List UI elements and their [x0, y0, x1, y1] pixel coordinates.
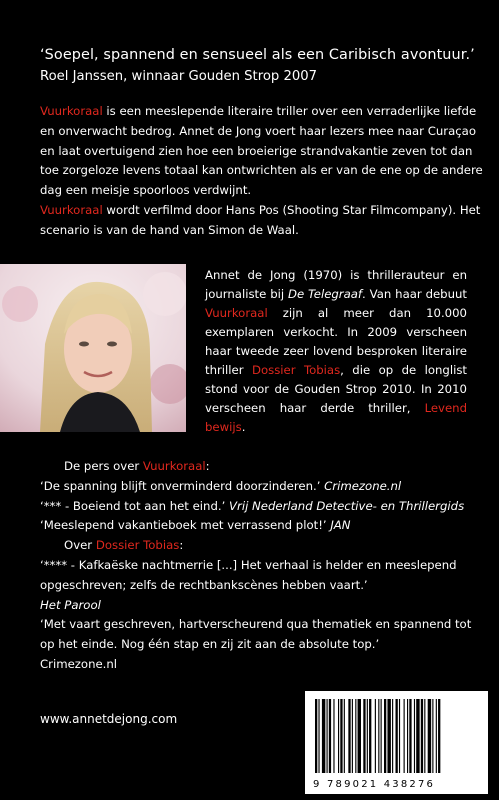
- book-title: Dossier Tobias: [95, 538, 180, 553]
- isbn-barcode: [305, 691, 488, 794]
- book-blurb: [40, 102, 485, 241]
- bio-text: . Van haar debuut: [362, 287, 467, 301]
- author-bio: [205, 266, 467, 437]
- review-text: ‘*** - Boeiend tot aan het eind.’: [40, 498, 230, 513]
- blurb-text-2: wordt verfilmd door Hans Pos (Shooting Star Filmcompany). Het scenario is van de hand van Simon de Waal.: [40, 202, 481, 237]
- review-2: [40, 497, 485, 517]
- review-source: Vrij Nederland Detective- en Thrillergids: [229, 498, 465, 513]
- review-source: Crimezone.nl: [324, 478, 402, 493]
- book-title: Vuurkoraal: [40, 202, 103, 217]
- heading-text: :: [205, 459, 210, 473]
- book-title: Vuurkoraal: [205, 306, 268, 320]
- heading-text: :: [179, 538, 184, 553]
- review-4: [40, 556, 485, 596]
- book-title: Vuurkoraal: [142, 459, 206, 473]
- press-reviews: [40, 457, 485, 675]
- review-1: [40, 477, 485, 497]
- newspaper-name: De Telegraaf: [288, 287, 363, 301]
- blurb-paragraph-1: [40, 102, 485, 201]
- review-source: Het Parool: [40, 597, 101, 612]
- review-text: ‘**** - Kafkaëske nachtmerrie [...] Het verhaal is helder en meeslepend opgeschreven; zelfs de rechtbankscènes hebben vaart.’: [40, 557, 457, 592]
- heading-text: De pers over: [64, 459, 143, 473]
- review-source: JAN: [330, 518, 351, 533]
- author-website: www.annetdejong.com: [40, 712, 178, 726]
- press-heading-1: [40, 457, 485, 477]
- book-title: Vuurkoraal: [40, 104, 103, 118]
- review-quote-block: [40, 44, 480, 88]
- barcode-bars: [315, 699, 478, 773]
- bio-text: Annet de Jong (1970) is thrillerauteur en journaliste bij: [205, 268, 467, 301]
- review-source: Crimezone.nl: [40, 656, 118, 671]
- bio-text: zijn al meer dan 10.000 exemplaren verkocht. In 2009 verscheen haar tweede zeer lovend besproken literaire thriller: [205, 306, 467, 377]
- book-title: Levend bewijs: [205, 401, 467, 434]
- press-heading-2: [40, 536, 485, 556]
- review-3: [40, 516, 485, 536]
- review-text: ‘Meeslepend vakantieboek met verrassend plot!’: [40, 518, 331, 533]
- headline-quote: ‘Soepel, spannend en sensueel als een Caribisch avontuur.’: [40, 47, 475, 63]
- bio-text: , die op de longlist stond voor de Gouden Strop 2010. In 2010 verscheen haar derde thriller,: [205, 363, 467, 415]
- author-photo: [0, 264, 186, 432]
- bio-text: .: [241, 420, 246, 434]
- book-title: Dossier Tobias: [251, 363, 341, 377]
- review-text: ‘Met vaart geschreven, hartverscheurend qua thematiek en spannend tot op het einde. Nog één stap en zij zit aan de absolute top.’: [40, 617, 472, 652]
- review-5: [40, 615, 485, 655]
- quote-attribution: Roel Janssen, winnaar Gouden Strop 2007: [40, 69, 318, 84]
- review-text: ‘De spanning blijft onverminderd doorzinderen.’: [40, 478, 325, 493]
- blurb-paragraph-2: [40, 201, 485, 241]
- isbn-number: 9 789021 438276: [313, 779, 436, 790]
- heading-text: Over: [64, 538, 96, 553]
- blurb-text-1: is een meeslepende literaire triller over een verraderlijke liefde en onverwacht bedrog. Annet de Jong voert haar lezers mee naar Curaçao en laat overtuigend zien hoe een broeierige strandvakantie zeven tot dan toe zorgeloze levens totaal kan ontwrichten als er van de ene op de andere dag een meisje spoorloos verdwijnt.: [40, 104, 483, 198]
